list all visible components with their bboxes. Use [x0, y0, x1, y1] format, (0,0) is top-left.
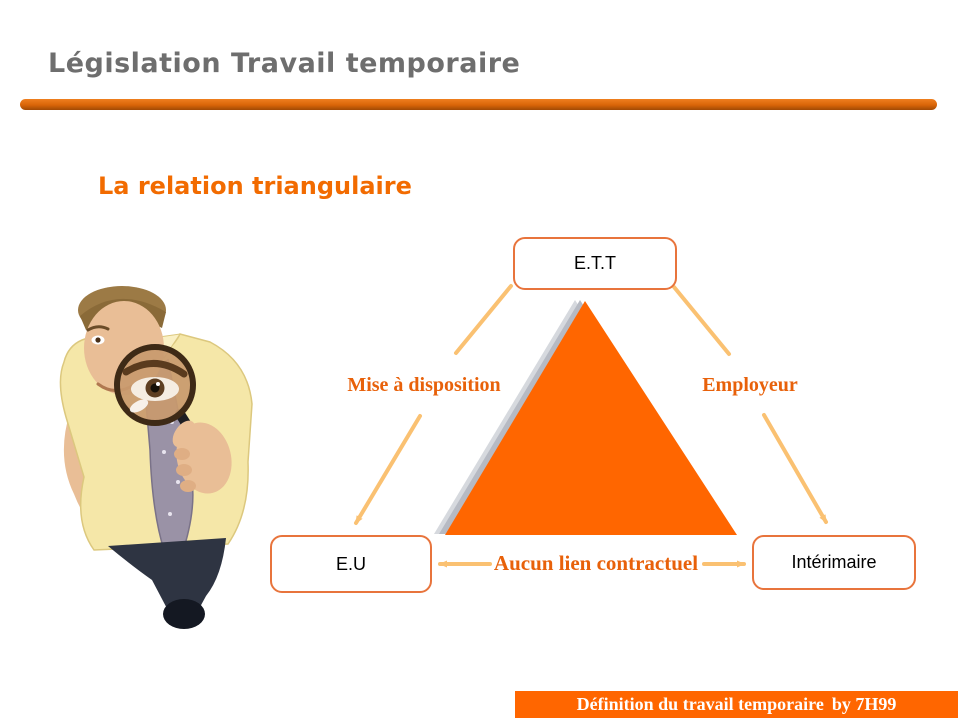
footer-credit: by 7H99	[831, 694, 897, 714]
node-ett	[513, 237, 677, 290]
connector-mise-to-eu-arrow	[356, 416, 420, 523]
node-ett-label: E.T.T	[573, 253, 616, 273]
edge-label-employeur: Employeur	[702, 374, 798, 396]
node-interimaire-label: Intérimaire	[791, 552, 877, 572]
connector-ett-to-employeur	[674, 287, 729, 354]
connector-ett-to-mise	[456, 286, 511, 353]
footer-label: Définition du travail temporaire	[576, 694, 824, 714]
footer-banner	[515, 691, 958, 718]
edge-label-aucun-lien-contractuel: Aucun lien contractuel	[493, 551, 699, 575]
node-eu	[270, 535, 432, 593]
triangle-shape	[445, 301, 737, 535]
section-subtitle: La relation triangulaire	[98, 172, 412, 200]
edge-label-mise-a-disposition: Mise à disposition	[347, 374, 501, 396]
page-title: Législation Travail temporaire	[48, 48, 521, 79]
node-eu-label: E.U	[335, 553, 366, 574]
connector-employeur-to-interimaire-arrow	[764, 415, 826, 522]
node-interimaire	[752, 535, 916, 590]
